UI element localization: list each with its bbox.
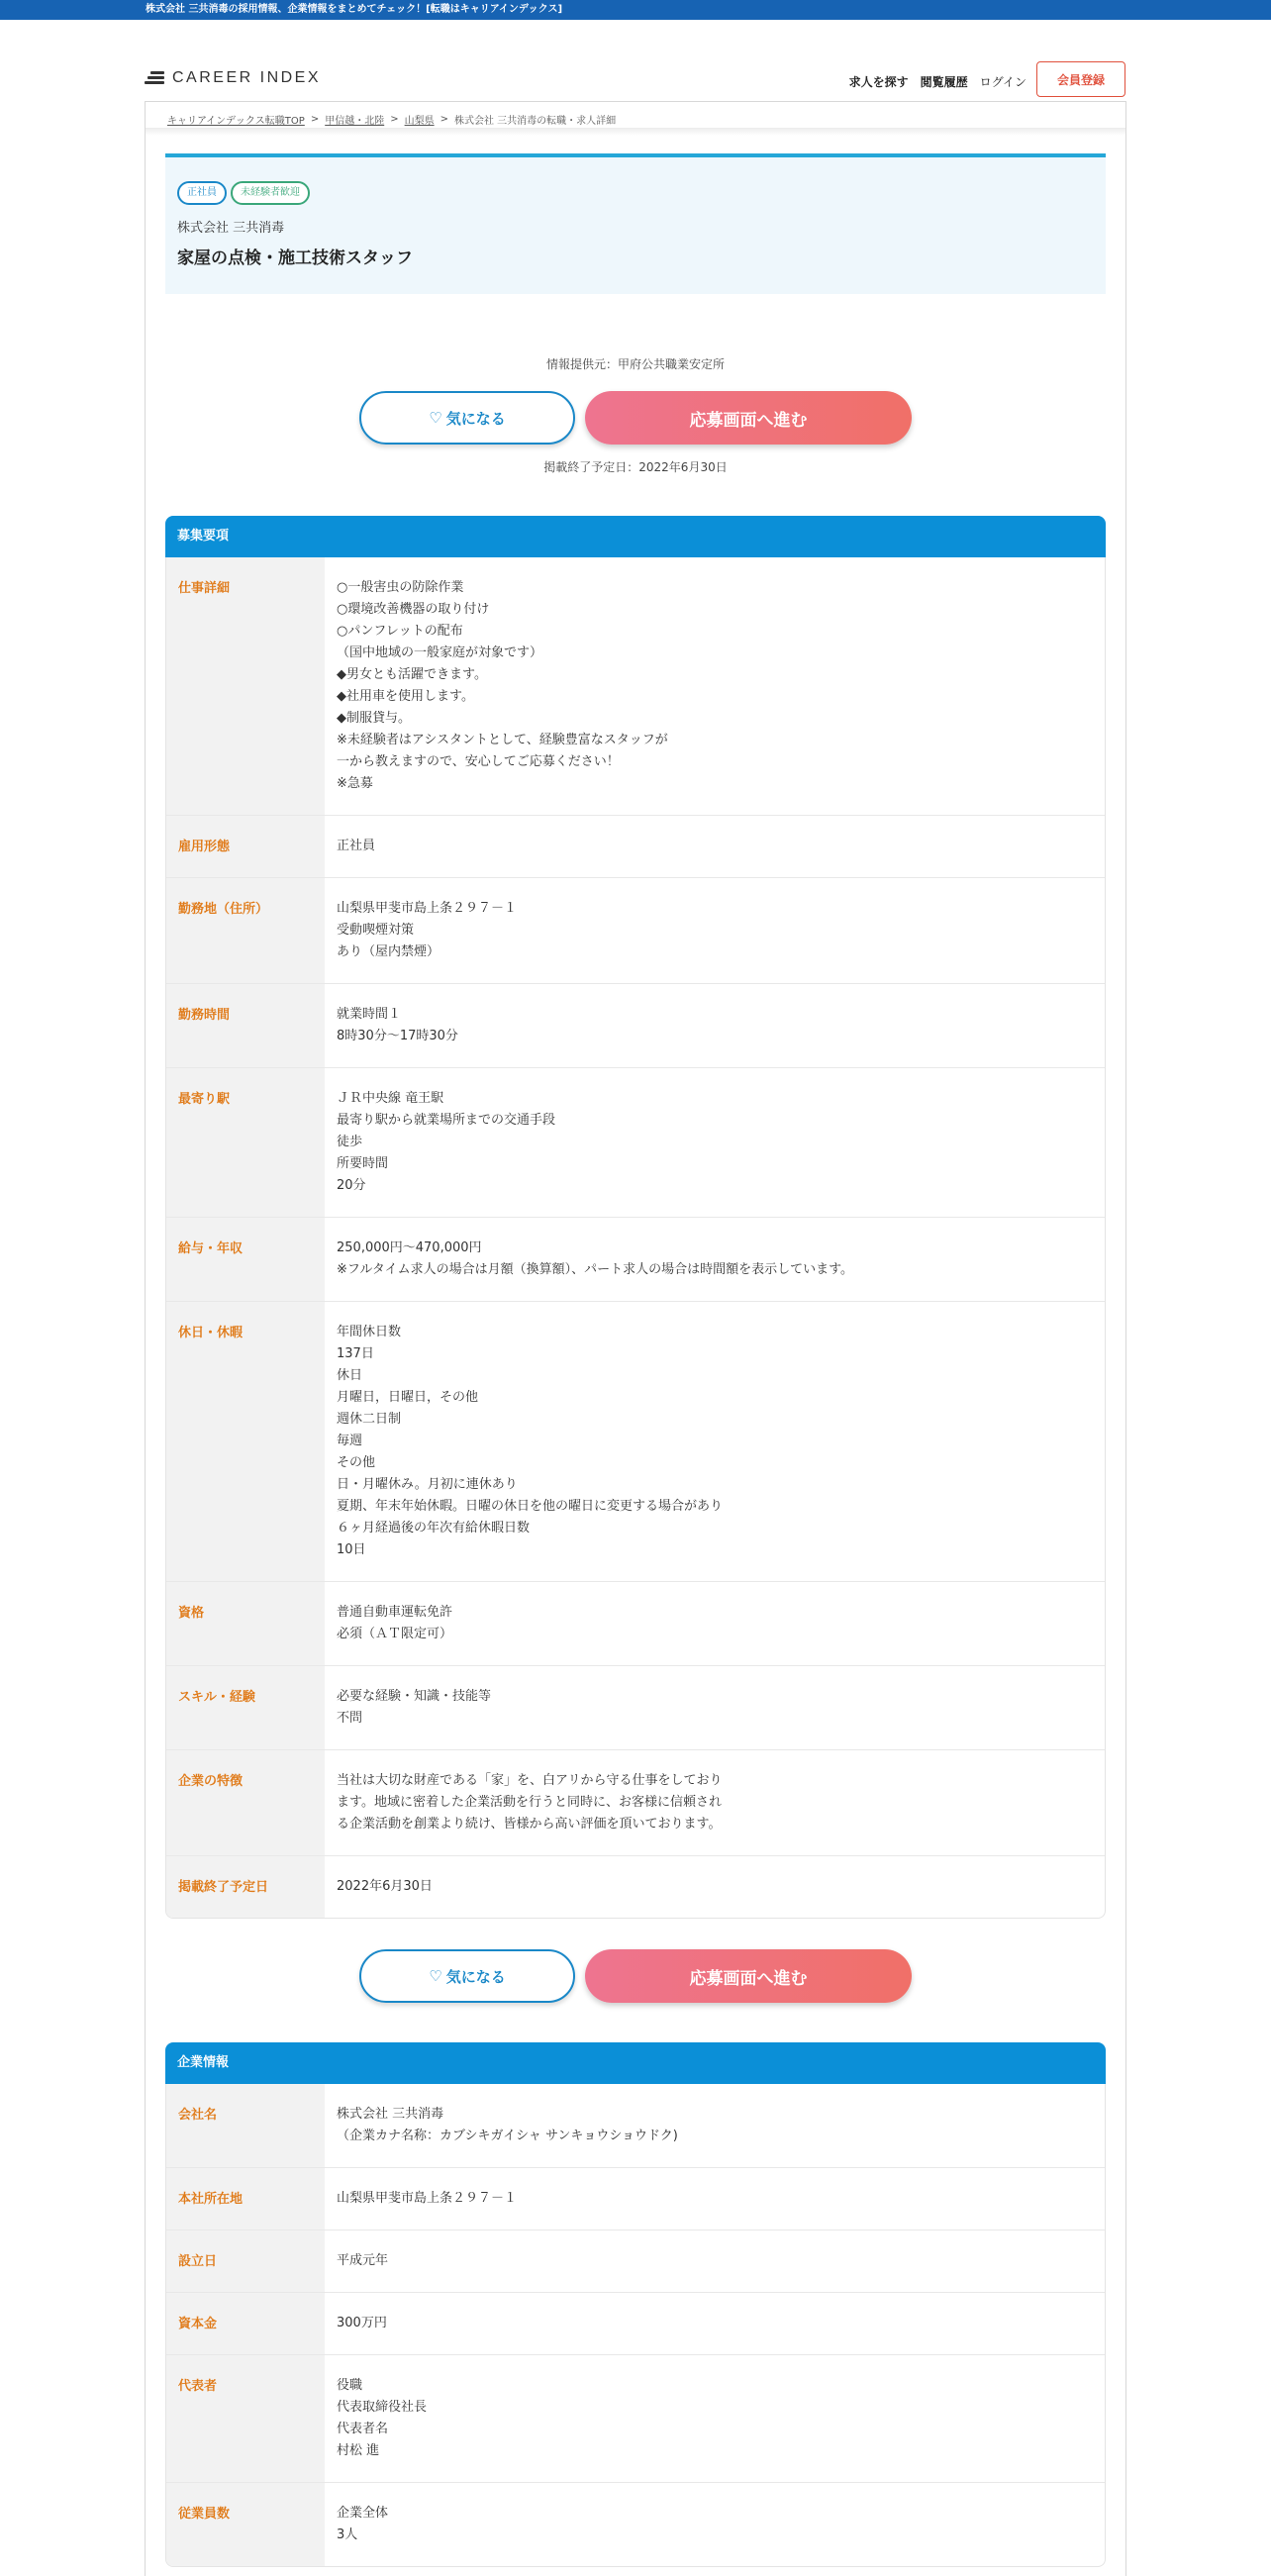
row-label: 給与・年収: [166, 1218, 325, 1301]
heart-outline-icon: ♡: [429, 1967, 442, 1985]
table-row: [166, 1067, 1105, 1217]
register-button[interactable]: 会員登録: [1036, 61, 1125, 97]
row-value: 300万円: [337, 2316, 387, 2330]
row-value: 山梨県甲斐市島上条２９７－１: [337, 2191, 518, 2206]
breadcrumb-prefecture[interactable]: 山梨県: [404, 116, 435, 127]
table-row: [166, 877, 1105, 983]
table-row: [166, 557, 1105, 815]
table-row: [166, 2167, 1105, 2229]
table-row: [166, 2292, 1105, 2354]
row-label: 資本金: [166, 2293, 325, 2354]
header-nav: [849, 73, 1027, 90]
nav-search-jobs[interactable]: 求人を探す: [848, 75, 909, 89]
action-buttons-top: [359, 391, 912, 445]
row-label: 代表者: [166, 2355, 325, 2482]
breadcrumb-region[interactable]: 甲信越・北陸: [325, 116, 385, 127]
company-name: 株式会社 三共消毒: [177, 221, 285, 236]
favorite-label: 気になる: [445, 409, 506, 428]
logo-text: CAREER INDEX: [172, 69, 322, 86]
row-label: 勤務時間: [166, 984, 325, 1067]
top-banner: 株式会社 三共消毒の採用情報、企業情報をまとめてチェック！[転職はキャリアインデックス]: [0, 0, 1271, 20]
row-value: 年間休日数 137日 休日 月曜日，日曜日，その他 週休二日制 毎週 その他 日・月曜休み。月初に連休あり 夏期、年末年始休暇。日曜の休日を他の曜日に変更する場合があり ６ヶ月経過後の年次有給休暇日数 10日: [337, 1325, 724, 1557]
apply-button-bottom[interactable]: 応募画面へ進む: [585, 1949, 912, 2003]
favorite-button[interactable]: [359, 391, 575, 445]
table-row: [166, 1665, 1105, 1749]
favorite-button-bottom[interactable]: [359, 1949, 575, 2003]
apply-button[interactable]: 応募画面へ進む: [585, 391, 912, 445]
row-value: 必要な経験・知識・技能等 不問: [337, 1689, 492, 1726]
table-row: [166, 983, 1105, 1067]
job-tags: [177, 181, 1094, 205]
row-label: 最寄り駅: [166, 1068, 325, 1217]
deadline-note: 掲載終了予定日：2022年6月30日: [543, 460, 728, 474]
company-section: [165, 2042, 1106, 2567]
nav-login[interactable]: ログイン: [979, 75, 1027, 89]
breadcrumb-separator: >: [440, 114, 448, 125]
row-label: 仕事詳細: [166, 557, 325, 815]
logo-lines-icon: [145, 71, 164, 85]
row-label: 勤務地（住所）: [166, 878, 325, 983]
job-header: [165, 153, 1106, 294]
row-value: 企業全体 3人: [337, 2506, 389, 2542]
breadcrumb-current: 株式会社 三共消毒の転職・求人詳細: [453, 116, 617, 127]
row-value: 就業時間１ 8時30分〜17時30分: [337, 1007, 458, 1043]
row-label: 設立日: [166, 2230, 325, 2292]
main-content: [145, 101, 1126, 2576]
row-label: 休日・休暇: [166, 1302, 325, 1581]
row-value: ○一般害虫の防除作業 ○環境改善機器の取り付け ○パンフレットの配布 （国中地域の一般家庭が対象です） ◆男女とも活躍できます。 ◆社用車を使用します。 ◆制服貸与。 ※未経験者はアシスタントとして、経験豊富なスタッフが 一から教えますので、安心してご応募ください！ ※急募: [337, 580, 668, 791]
table-row: [166, 1301, 1105, 1581]
row-label: 本社所在地: [166, 2168, 325, 2229]
row-value: 役職 代表取締役社長 代表者名 村松 進: [337, 2378, 428, 2458]
job-title: 家屋の点検・施工技術スタッフ: [177, 248, 413, 268]
row-value: 普通自動車運転免許 必須（ＡＴ限定可）: [337, 1605, 453, 1641]
row-value: 株式会社 三共消毒 （企業カナ名称：カブシキガイシャ サンキョウショウドク): [337, 2107, 678, 2143]
row-label: 従業員数: [166, 2483, 325, 2566]
recruit-heading: 募集要項: [165, 516, 1106, 557]
row-value: 当社は大切な財産である「家」を、白アリから守る仕事をしており ます。地域に密着した企業活動を行うと同時に、お客様に信頼され る企業活動を創業より続け、皆様から高い評価を頂いております。: [337, 1773, 723, 1832]
row-label: 企業の特徴: [166, 1750, 325, 1855]
nav-history[interactable]: 閲覧履歴: [920, 75, 968, 89]
recruit-section: [165, 516, 1106, 1919]
row-value: 250,000円〜470,000円 ※フルタイム求人の場合は月額（換算額）、パート求人の場合は時間額を表示しています。: [337, 1240, 854, 1277]
table-row: [166, 1581, 1105, 1665]
row-label: 資格: [166, 1582, 325, 1665]
row-value: ＪＲ中央線 竜王駅 最寄り駅から就業場所までの交通手段 徒歩 所要時間 20分: [337, 1091, 556, 1193]
recruit-table: [165, 557, 1106, 1919]
table-row: [166, 2482, 1105, 2566]
table-row: [166, 2229, 1105, 2292]
site-header: [0, 20, 1271, 101]
breadcrumb-separator: >: [390, 114, 399, 125]
table-row: [166, 2354, 1105, 2482]
site-logo[interactable]: [145, 69, 321, 87]
breadcrumb-separator: >: [310, 114, 320, 125]
table-row: [166, 1749, 1105, 1855]
breadcrumb-divider: [146, 128, 1125, 136]
breadcrumb: [167, 112, 616, 127]
table-row: [166, 2084, 1105, 2167]
tag-inexperienced-welcome: 未経験者歓迎: [231, 181, 310, 205]
row-label: 会社名: [166, 2084, 325, 2167]
favorite-label: 気になる: [445, 1967, 506, 1986]
breadcrumb-top[interactable]: キャリアインデックス転職TOP: [167, 116, 305, 127]
row-value: 平成元年: [337, 2253, 389, 2268]
tag-fulltime: 正社員: [177, 181, 227, 205]
row-label: スキル・経験: [166, 1666, 325, 1749]
table-row: [166, 1217, 1105, 1301]
row-value: 山梨県甲斐市島上条２９７－１ 受動喫煙対策 あり（屋内禁煙）: [337, 901, 518, 959]
row-label: 掲載終了予定日: [166, 1856, 325, 1918]
row-label: 雇用形態: [166, 816, 325, 877]
heart-outline-icon: ♡: [429, 409, 442, 427]
row-value: 2022年6月30日: [337, 1879, 433, 1894]
company-heading: 企業情報: [165, 2042, 1106, 2084]
info-provider: 情報提供元：甲府公共職業安定所: [545, 357, 725, 371]
row-value: 正社員: [337, 839, 376, 853]
table-row: [166, 1855, 1105, 1918]
company-table: [165, 2084, 1106, 2567]
action-buttons-bottom: [359, 1949, 912, 2003]
table-row: [166, 815, 1105, 877]
